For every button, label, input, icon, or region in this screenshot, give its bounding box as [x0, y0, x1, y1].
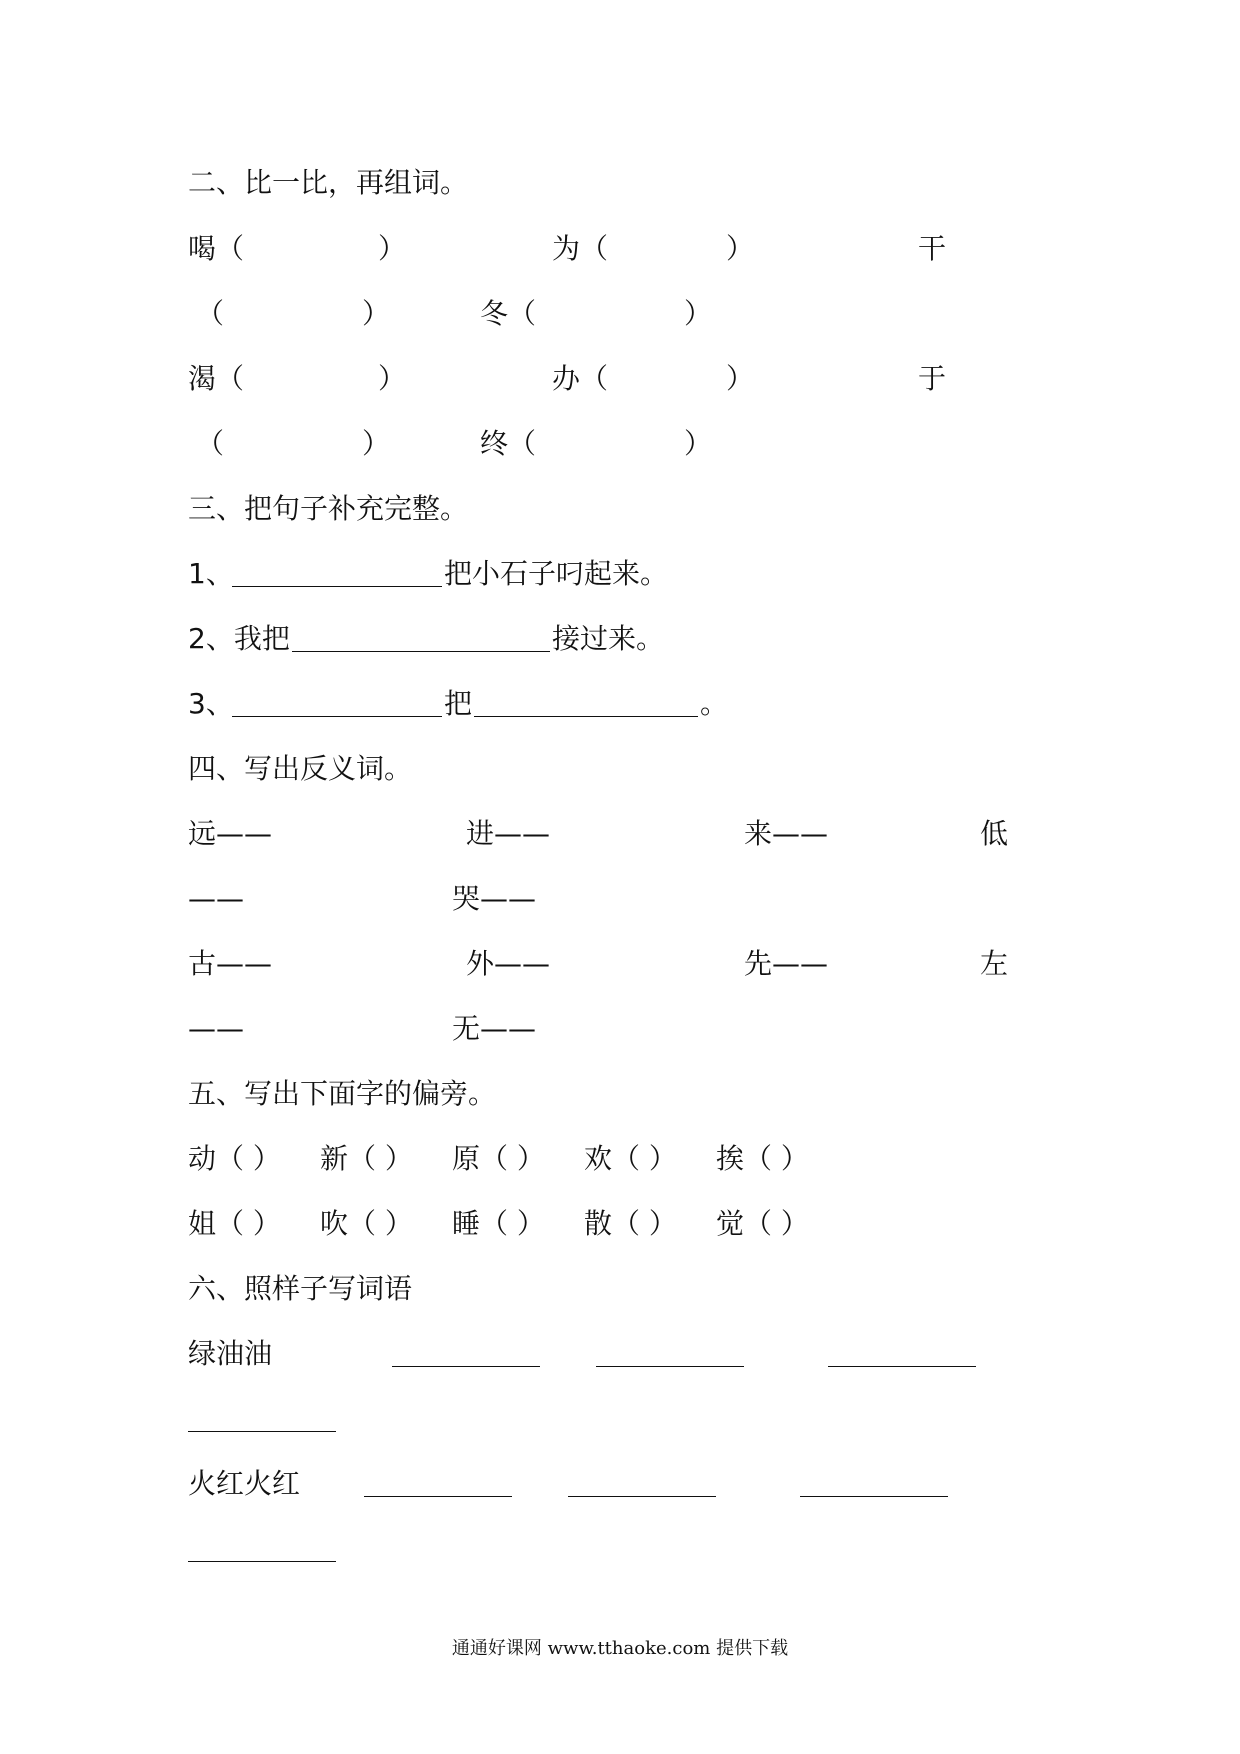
antonym-item: 进——: [466, 817, 551, 850]
radical-item: 散（ ）: [584, 1207, 677, 1240]
section-5-heading: 五、写出下面字的偏旁。: [188, 1077, 497, 1110]
word-blank[interactable]: [188, 1431, 336, 1432]
antonym-item: 左: [980, 947, 1009, 980]
word-blank[interactable]: [800, 1496, 948, 1497]
antonym-item: 远——: [188, 817, 273, 850]
sentence-3-number: 3、: [188, 687, 234, 720]
paren-close: ）: [378, 232, 407, 265]
antonym-item: ——: [188, 882, 244, 915]
radical-item: 新（ ）: [320, 1142, 413, 1175]
word-blank[interactable]: [392, 1366, 540, 1367]
paren-close: ）: [684, 297, 713, 330]
paren-close: ）: [362, 297, 391, 330]
antonym-item: 外——: [466, 947, 551, 980]
word-blank[interactable]: [364, 1496, 512, 1497]
antonym-item: 来——: [744, 817, 829, 850]
sentence-1-blank[interactable]: [232, 586, 442, 587]
antonym-item: 先——: [744, 947, 829, 980]
radical-item: 挨（ ）: [716, 1142, 809, 1175]
radical-item: 姐（ ）: [188, 1207, 281, 1240]
compare-char-ban: 办（: [552, 362, 609, 395]
radical-item: 觉（ ）: [716, 1207, 809, 1240]
section-2-heading: 二、比一比，再组词。: [188, 166, 469, 199]
compare-char-yu: 于: [918, 362, 947, 395]
paren-close: ）: [684, 427, 713, 460]
sentence-1-number: 1、: [188, 557, 234, 590]
compare-char-ke: 渴（: [188, 362, 245, 395]
radical-item: 欢（ ）: [584, 1142, 677, 1175]
word-blank[interactable]: [828, 1366, 976, 1367]
compare-char-zhong: 终（: [480, 427, 537, 460]
paren-close: ）: [362, 427, 391, 460]
radical-item: 吹（ ）: [320, 1207, 413, 1240]
radical-item: 睡（ ）: [452, 1207, 545, 1240]
compare-char-dong: 冬（: [480, 297, 537, 330]
radical-item: 动（ ）: [188, 1142, 281, 1175]
section-3-heading: 三、把句子补充完整。: [188, 492, 469, 525]
section-6-heading: 六、照样子写词语: [188, 1272, 413, 1305]
paren-close: ）: [726, 362, 755, 395]
compare-char-he: 喝（: [188, 232, 245, 265]
radical-item: 原（ ）: [452, 1142, 545, 1175]
sentence-1-text: 把小石子叼起来。: [444, 557, 669, 590]
antonym-item: 低: [980, 817, 1009, 850]
sentence-3-end: 。: [700, 687, 729, 720]
word-blank[interactable]: [188, 1561, 336, 1562]
word-blank[interactable]: [568, 1496, 716, 1497]
antonym-item: ——: [188, 1012, 244, 1045]
compare-char-gan: 干: [918, 232, 947, 265]
antonym-item: 古——: [188, 947, 273, 980]
paren-open: （: [196, 297, 225, 330]
sentence-3-blank-2[interactable]: [474, 716, 698, 717]
sentence-3-blank-1[interactable]: [232, 716, 442, 717]
compare-char-wei: 为（: [552, 232, 609, 265]
section-4-heading: 四、写出反义词。: [188, 752, 413, 785]
example-word-1: 绿油油: [188, 1337, 273, 1370]
sentence-3-ba: 把: [444, 687, 473, 720]
paren-close: ）: [726, 232, 755, 265]
page-footer: 通通好课网 www.tthaoke.com 提供下载: [451, 1638, 789, 1659]
antonym-item: 无——: [452, 1012, 537, 1045]
antonym-item: 哭——: [452, 882, 537, 915]
word-blank[interactable]: [596, 1366, 744, 1367]
sentence-2-blank[interactable]: [292, 651, 550, 652]
paren-close: ）: [378, 362, 407, 395]
paren-open: （: [196, 427, 225, 460]
example-word-2: 火红火红: [188, 1467, 301, 1500]
sentence-2-prefix: 2、我把: [188, 622, 290, 655]
sentence-2-text: 接过来。: [552, 622, 665, 655]
